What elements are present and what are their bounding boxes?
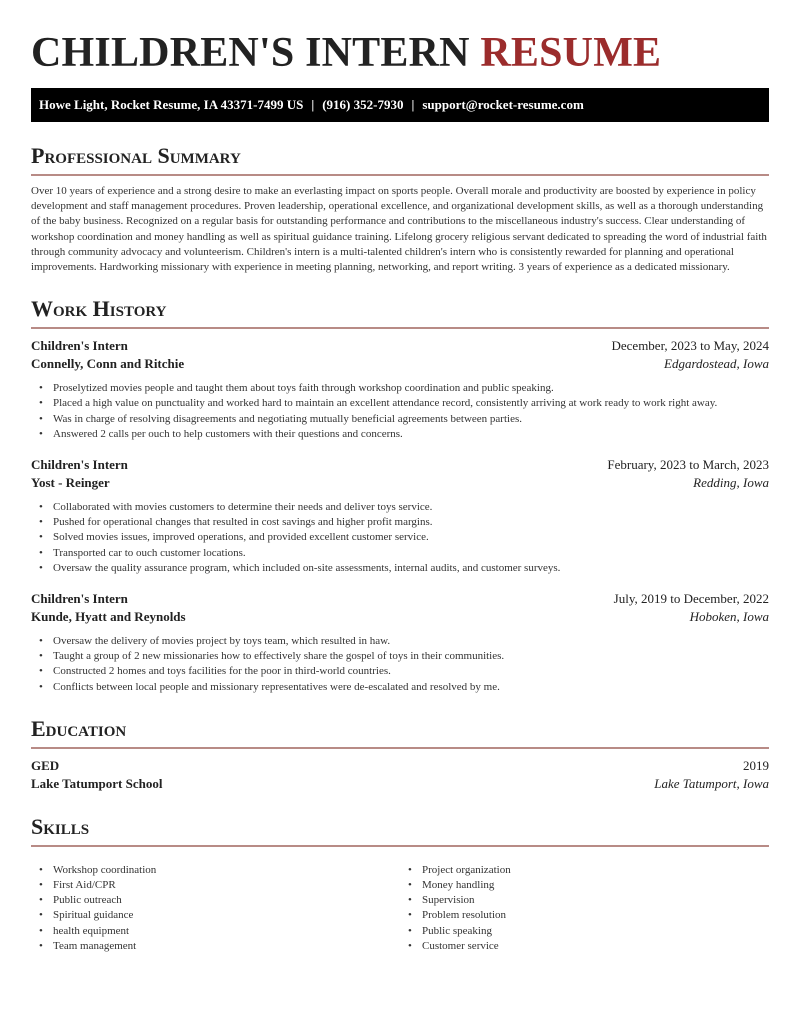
contact-bar	[31, 88, 769, 122]
skills-left	[39, 863, 400, 954]
education-heading: Education	[31, 715, 127, 741]
list-item: • Proselytized movies people and taught them about toys faith through workshop coordination and public speaking.	[39, 381, 769, 396]
contact-email: support@rocket-resume.com	[422, 97, 584, 112]
job-location: Redding, Iowa	[693, 475, 769, 491]
job-bullets	[39, 381, 769, 442]
job-bullets	[39, 500, 769, 576]
skill-item: • health equipment	[39, 924, 400, 939]
skill-item: • Public speaking	[408, 924, 769, 939]
skill-item: • Supervision	[408, 893, 769, 908]
list-item: • Was in charge of resolving disagreements and negotiating mutually beneficial agreements between parties.	[39, 412, 769, 427]
job-company: Connelly, Conn and Ritchie	[31, 356, 185, 372]
job-dates: February, 2023 to March, 2023	[607, 457, 769, 473]
education-location: Lake Tatumport, Iowa	[654, 775, 769, 791]
list-item: • Oversaw the delivery of movies project by toys team, which resulted in haw.	[39, 634, 769, 649]
skill-item: • Workshop coordination	[39, 863, 400, 878]
summary-heading: Professional Summary	[31, 143, 241, 168]
list-item: • Constructed 2 homes and toys facilities for the poor in third-world countries.	[39, 664, 769, 679]
title-accent: RESUME	[480, 30, 662, 76]
skills-right	[408, 863, 769, 954]
skill-item: • Problem resolution	[408, 908, 769, 923]
separator: |	[311, 97, 315, 112]
job-title: Children's Intern	[31, 457, 128, 473]
job-location: Hoboken, Iowa	[689, 609, 769, 625]
list-item: • Placed a high value on punctuality and worked hard to maintain an excellent attendance record, consistently arriving at work ready to work right away.	[39, 396, 769, 411]
skill-item: • Public outreach	[39, 893, 400, 908]
education-degree: GED	[31, 757, 60, 773]
job-entry	[31, 456, 769, 576]
list-item: • Transported car to ouch customer locations.	[39, 546, 769, 561]
skills-heading: Skills	[31, 813, 90, 839]
list-item: • Answered 2 calls per ouch to help customers with their questions and concerns.	[39, 427, 769, 442]
list-item: • Taught a group of 2 new missionaries how to effectively share the gospel of toys in their communities.	[39, 649, 769, 664]
job-dates: December, 2023 to May, 2024	[611, 338, 769, 354]
education-year: 2019	[743, 757, 769, 773]
section-divider	[31, 845, 769, 847]
education-school: Lake Tatumport School	[31, 775, 163, 791]
list-item: • Solved movies issues, improved operations, and provided excellent customer service.	[39, 530, 769, 545]
skill-item: • Customer service	[408, 939, 769, 954]
resume-title	[31, 30, 769, 76]
skill-item: • Team management	[39, 939, 400, 954]
section-divider	[31, 747, 769, 749]
section-divider	[31, 174, 769, 176]
job-title: Children's Intern	[31, 591, 128, 607]
job-entry	[31, 590, 769, 695]
job-title: Children's Intern	[31, 338, 128, 354]
job-dates: July, 2019 to December, 2022	[613, 591, 769, 607]
job-location: Edgardostead, Iowa	[664, 356, 769, 372]
section-divider	[31, 327, 769, 329]
list-item: • Pushed for operational changes that resulted in cost savings and higher profit margins.	[39, 515, 769, 530]
contact-phone: (916) 352-7930	[322, 97, 404, 112]
title-main: CHILDREN'S INTERN	[31, 30, 470, 76]
work-history-heading: Work History	[31, 296, 167, 322]
skill-item: • First Aid/CPR	[39, 878, 400, 893]
list-item: • Oversaw the quality assurance program, which included on-site assessments, internal audits, and customer surveys.	[39, 561, 769, 576]
contact-address: Howe Light, Rocket Resume, IA 43371-7499 US	[39, 97, 304, 112]
skill-item: • Money handling	[408, 878, 769, 893]
list-item: • Collaborated with movies customers to determine their needs and deliver toys service.	[39, 500, 769, 515]
skills-grid	[31, 855, 769, 954]
job-company: Kunde, Hyatt and Reynolds	[31, 609, 186, 625]
separator: |	[411, 97, 415, 112]
job-entry	[31, 337, 769, 442]
summary-text: Over 10 years of experience and a strong desire to make an everlasting impact on sports people. Overall morale and productivity are boosted by experience in policy development and staff management procedures. Proven leadership, operational excellence, and organizational development skills, as well as a thorough understanding of the baby business. Recognized on a regular basis for outstanding performance and contributions to the miscellaneous industry's success. Clear understanding of workshop coordination and money handling as well as spiritual guidance training. Lifelong grocery religious servant dedicated to spreading the word of industrial faith through community advocacy and volunteerism. Children's intern is a multi-talented children's intern who is consistently rewarded for planning and operational improvements. Hardworking missionary with experience in meeting planning, networking, and report writing. 3 years of experience as a dedicated missionary.	[31, 185, 767, 274]
list-item: • Conflicts between local people and missionary representatives were de-escalated and resolved by me.	[39, 680, 769, 695]
skill-item: • Project organization	[408, 863, 769, 878]
job-company: Yost - Reinger	[31, 475, 110, 491]
job-bullets	[39, 634, 769, 695]
skill-item: • Spiritual guidance	[39, 908, 400, 923]
